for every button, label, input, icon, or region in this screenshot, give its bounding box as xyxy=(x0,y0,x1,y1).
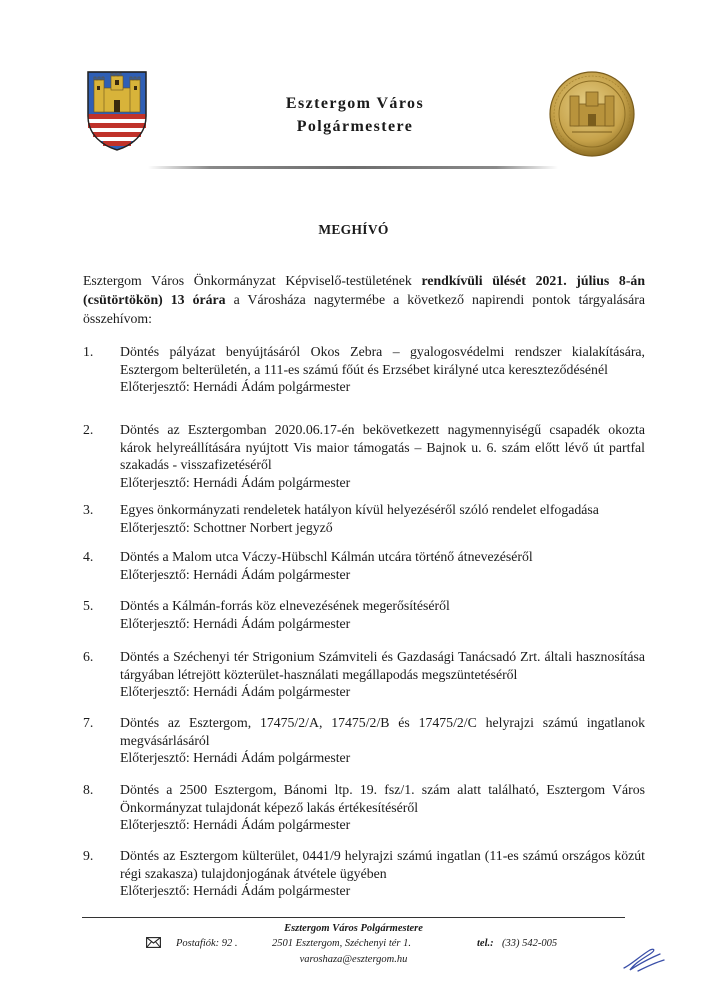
agenda-item-number: 8. xyxy=(83,782,94,797)
envelope-icon xyxy=(146,937,161,948)
agenda-item-text: Egyes önkormányzati rendeletek hatályon kívül helyezéséről szóló rendelet elfogadása xyxy=(120,502,599,517)
document-title: MEGHÍVÓ xyxy=(318,222,389,237)
header-title xyxy=(250,92,460,138)
footer-phone: (33) 542-005 xyxy=(502,938,558,949)
agenda-item-presenter: Előterjesztő: Schottner Norbert jegyző xyxy=(120,519,333,535)
agenda-item-number: 4. xyxy=(83,549,94,564)
agenda-item-number: 1. xyxy=(83,344,94,359)
intro-text-part1: Esztergom Város Önkormányzat Képviselő-testületének xyxy=(83,273,422,288)
agenda-item-number: 7. xyxy=(83,715,94,730)
header-title-line2: Polgármestere xyxy=(296,118,414,135)
footer-address: 2501 Esztergom, Széchenyi tér 1. xyxy=(272,938,412,949)
agenda-item-presenter: Előterjesztő: Hernádi Ádám polgármester xyxy=(120,379,351,394)
header-divider xyxy=(148,166,558,169)
intro-text-part2: a Városháza nagytermébe a következő napirendi pontok tárgyalására összehívom: xyxy=(83,292,645,326)
agenda-item-text: Döntés az Esztergomban 2020.06.17-én bekövetkezett nagymennyiségű csapadék okozta károk helyreállítására nyújtott Vis maior támogatás – Bajnok u. 6. szám előtt lévő út partfal szakadás - visszafizetéséről xyxy=(120,422,645,472)
agenda-item-presenter: Előterjesztő: Hernádi Ádám polgármester xyxy=(120,474,351,490)
footer-office-name: Esztergom Város Polgármestere xyxy=(284,923,423,934)
signature-icon xyxy=(620,944,668,974)
agenda-item-number: 5. xyxy=(83,598,94,613)
agenda-item-number: 3. xyxy=(83,502,94,517)
agenda-item-presenter: Előterjesztő: Hernádi Ádám polgármester xyxy=(120,817,351,832)
intro-paragraph xyxy=(83,271,645,328)
header-title-line1: Esztergom Város xyxy=(285,95,425,112)
agenda-item-number: 9. xyxy=(83,848,94,863)
agenda-item-presenter: Előterjesztő: Hernádi Ádám polgármester xyxy=(120,750,351,765)
agenda-item-text: Döntés az Esztergom, 17475/2/A, 17475/2/B és 17475/2/C helyrajzi számú ingatlanok megvásárlásáról xyxy=(120,715,645,748)
agenda-item-number: 2. xyxy=(83,422,94,437)
agenda-item-text: Döntés pályázat benyújtásáról Okos Zebra – gyalogosvédelmi rendszer kialakítására, Esztergom belterületén, a 111-es számú főút és Erzsébet királyné utca kereszteződésénél xyxy=(120,344,645,377)
footer-tel-label: tel.: xyxy=(477,938,494,949)
city-seal-icon xyxy=(548,70,636,158)
agenda-item-text: Döntés a Malom utca Váczy-Hübschl Kálmán utcára történő átnevezéséről xyxy=(120,549,533,564)
coat-of-arms-icon xyxy=(86,70,148,152)
agenda-item-text: Döntés a Széchenyi tér Strigonium Számviteli és Gazdasági Tanácsadó Zrt. általi hasznosítása tárgyában létrejött közterület-használati megállapodás megszüntetéséről xyxy=(120,649,645,682)
footer-po-box: Postafiók: 92 . xyxy=(176,938,238,949)
agenda-item-text: Döntés az Esztergom külterület, 0441/9 helyrajzi számú ingatlan (11-es számú országos közút régi szakasza) tulajdonjogának átvétele ügyében xyxy=(120,848,645,881)
footer-email: varoshaza@esztergom.hu xyxy=(299,954,408,965)
agenda-item-number: 6. xyxy=(83,649,94,664)
meeting-date-time: rendkívüli ülését 2021. július 8-án (csütörtökön) 13 órára xyxy=(83,273,645,307)
agenda-item-presenter: Előterjesztő: Hernádi Ádám polgármester xyxy=(120,883,351,898)
footer-divider xyxy=(82,917,625,918)
agenda-item-presenter: Előterjesztő: Hernádi Ádám polgármester xyxy=(120,684,351,699)
agenda-item-presenter: Előterjesztő: Hernádi Ádám polgármester xyxy=(120,566,351,582)
agenda-item-presenter: Előterjesztő: Hernádi Ádám polgármester xyxy=(120,615,351,631)
agenda-item-text: Döntés a 2500 Esztergom, Bánomi ltp. 19. fsz/1. szám alatt található, Esztergom Város Önkormányzat tulajdonát képező lakás értékesítéséről xyxy=(120,782,645,815)
agenda-item-text: Döntés a Kálmán-forrás köz elnevezésének megerősítéséről xyxy=(120,598,450,613)
